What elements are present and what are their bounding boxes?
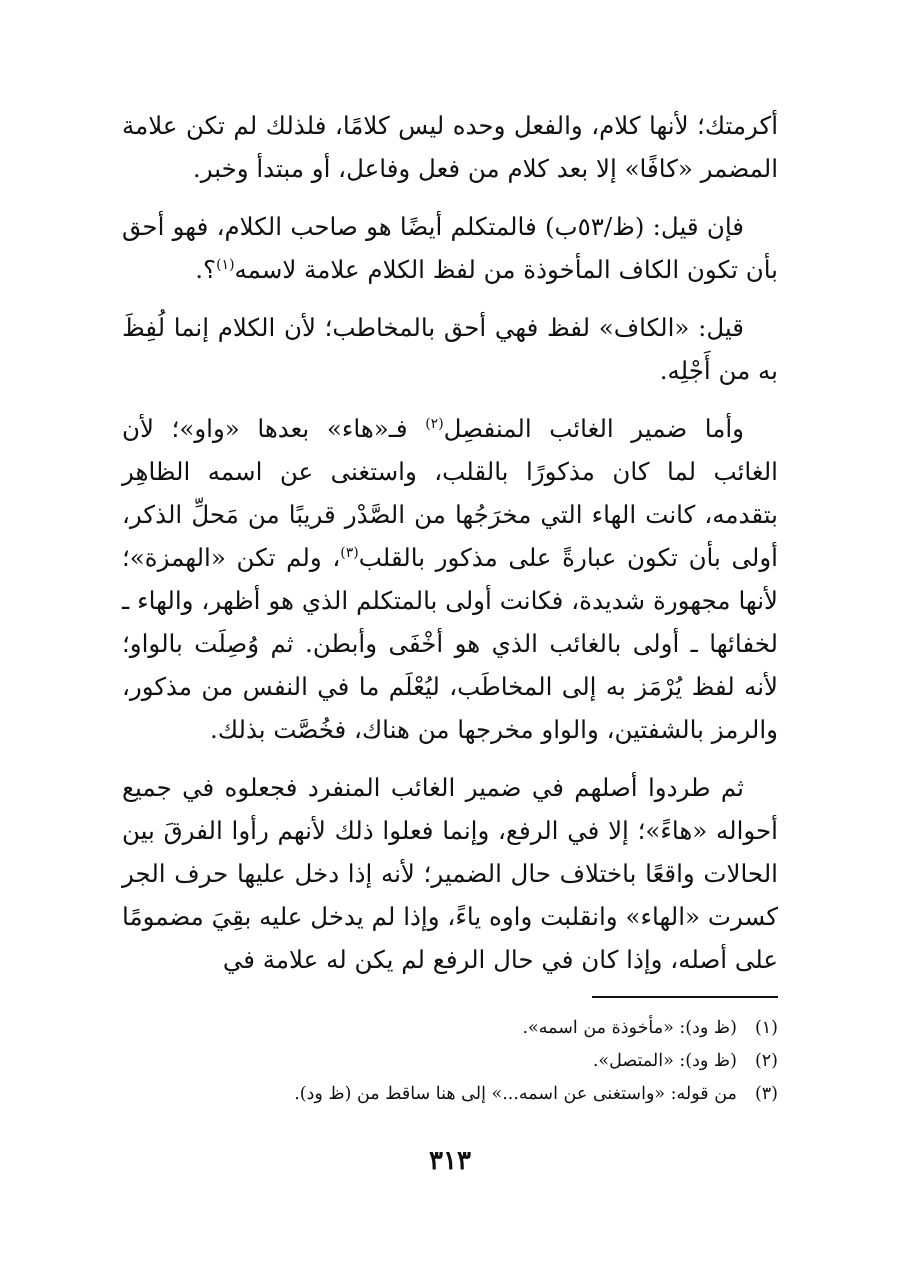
footnote-text: (ظ ود): «المتصل».	[592, 1051, 737, 1071]
paragraph-text: أكرمتك؛ لأنها كلام، والفعل وحده ليس كلامًا، فلذلك لم تكن علامة المضمر «كافًا» إلا بعد كلام من فعل وفاعل، أو مبتدأ وخبر.	[122, 111, 778, 183]
footnote-item	[122, 1012, 778, 1045]
footnotes-list	[122, 1012, 778, 1111]
paragraph-text: ثم طردوا أصلهم في ضمير الغائب المنفرد فجعلوه في جميع أحواله «هاءً»؛ إلا في الرفع، وإنما فعلوا ذلك لأنهم رأوا الفرقَ بين الحالات واقعًا باختلاف حال الضمير؛ لأنه إذا دخل عليها حرف الجر كسرت «الهاء» وانقلبت واوه ياءً، وإذا لم يدخل عليه بقِيَ مضمومًا على أصله، وإذا كان في حال الرفع لم يكن له علامة في	[122, 773, 778, 974]
footnote-number: (٢)	[754, 1051, 778, 1071]
paragraph-text-tail: ، ولم تكن «الهمزة»؛ لأنها مجهورة شديدة، فكانت أولى بالمتكلم الذي هو أظهر، والهاء ـ لخفائها ـ أولى بالغائب الذي هو أخْفَى وأبطن. ثم وُصِلَت بالواو؛ لأنه لفظ يُرْمَز به إلى المخاطَب، ليُعْلَم ما في النفس من مذكور، والرمز بالشفتين، والواو مخرجها من هناك، فخُصَّت بذلك.	[122, 543, 778, 744]
footnote-text: (ظ ود): «مأخوذة من اسمه».	[522, 1018, 737, 1038]
paragraph-text: قيل: «الكاف» لفظ فهي أحق بالمخاطب؛ لأن الكلام إنما لُفِظَ به من أَجْلِه.	[122, 313, 778, 385]
footnote-ref-3[interactable]: (٣)	[340, 544, 359, 561]
paragraph-text: وأما ضمير الغائب المنفصِل	[443, 414, 744, 443]
footnote-ref-2[interactable]: (٢)	[425, 415, 444, 432]
paragraph-text-tail: ؟.	[195, 255, 217, 284]
footnote-number: (١)	[754, 1018, 778, 1038]
paragraph-text: فإن قيل: (ظ/٥٣ب) فالمتكلم أيضًا هو صاحب الكلام، فهو أحق بأن تكون الكاف المأخوذة من لفظ الكلام علامة لاسمه	[122, 212, 778, 284]
paragraph-text-middle: فـ«هاء» بعدها «واو»؛ لأن الغائب لما كان مذكورًا بالقلب، واستغنى عن اسمه الظاهِر بتقدمه، كانت الهاء التي مخرَجُها من الصَّدْر قريبًا من مَحلِّ الذكر، أولى بأن تكون عبارةً على مذكور بالقلب	[122, 414, 778, 572]
paragraph-2	[122, 205, 778, 291]
paragraph-3	[122, 306, 778, 392]
footnote-item	[122, 1045, 778, 1078]
paragraph-1	[122, 104, 778, 190]
paragraph-4	[122, 407, 778, 751]
footnote-ref-1[interactable]: (١)	[216, 256, 235, 273]
footnote-text: من قوله: «واستغنى عن اسمه...» إلى هنا ساقط من (ظ ود).	[294, 1084, 737, 1104]
footnote-item	[122, 1078, 778, 1111]
footnote-number: (٣)	[754, 1084, 778, 1104]
paragraph-5	[122, 766, 778, 981]
page-number: ٣١٣	[429, 1146, 471, 1176]
footnote-divider	[592, 996, 778, 998]
